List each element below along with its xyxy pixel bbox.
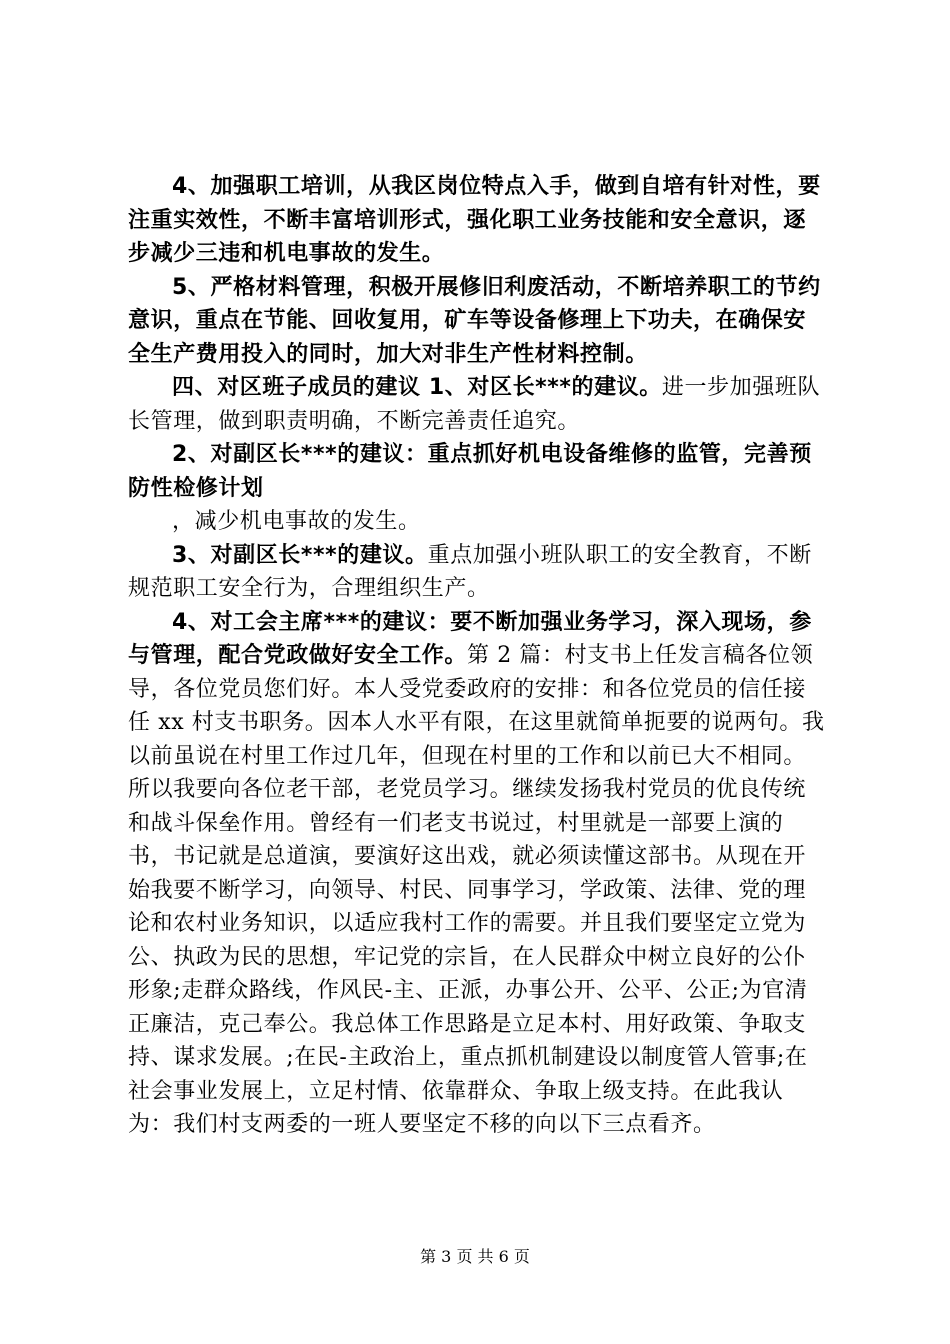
union-heading: 4、对工会主席***的建议：要不断加强业务学习，深入现场，参与管理，配合党政做好安全工作。	[128, 609, 812, 668]
deputy-2-heading: 3、对副区长***的建议。	[172, 542, 428, 568]
paragraph-deputy-1: 2、对副区长***的建议：重点抓好机电设备维修的监管，完善预防性检修计划	[128, 442, 812, 501]
suggestion-text: 进一步加强班队长管理，做到职责明确，不断完善责任追究。	[128, 375, 821, 434]
paragraph-union-and-speech	[128, 606, 828, 1142]
paragraph-training: 4、加强职工培训，从我区岗位特点入手，做到自培有针对性，要注重实效性，不断丰富培训形式，强化职工业务技能和安全意识，逐步减少三违和机电事故的发生。	[128, 174, 821, 266]
speech-text: 第 2 篇：村支书上任发言稿各位领导，各位党员您们好。本人受党委政府的安排：和各位党员的信任接任 xx 村支书职务。因本人水平有限，在这里就简单扼要的说两句。我以前虽说在村里工作过几年，但现在村里的工作和以前已大不相同。所以我要向各位老干部，老党员学习。继续发扬我村党员的优良传统和战斗保垒作用。曾经有一们老支书说过，村里就是一部要上演的书，书记就是总道演，要演好这出戏，就必须读懂这部书。从现在开始我要不断学习，向领导、村民、同事学习，学政策、法律、党的理论和农村业务知识，以适应我村工作的需要。并且我们要坚定立党为公、执政为民的思想，牢记党的宗旨，在人民群众中树立良好的公仆形象;走群众路线，作风民-主、正派，办事公开、公平、公正;为官清正廉洁，克己奉公。我总体工作思路是立足本村、用好政策、争取支持、谋求发展。;在民-主政治上，重点抓机制建设以制度管人管事;在社会事业发展上，立足村情、依靠群众、争取上级支持。在此我认为：我们村支两委的一班人要坚定不移的向以下三点看齐。	[128, 643, 825, 1137]
suggestion-heading: 四、对区班子成员的建议 1、对区长***的建议。	[172, 375, 662, 400]
document-body	[128, 170, 828, 1142]
paragraph-deputy-2	[128, 539, 828, 606]
page-footer: 第 3 页 共 6 页	[420, 1247, 530, 1266]
paragraph-materials: 5、严格材料管理，积极开展修旧利废活动，不断培养职工的节约意识，重点在节能、回收复用，矿车等设备修理上下功夫，在确保安全生产费用投入的同时，加大对非生产性材料控制。	[128, 274, 821, 367]
paragraph-suggestions-intro	[128, 371, 828, 438]
paragraph-deputy-1-cont: ，减少机电事故的发生。	[172, 509, 421, 534]
deputy-2-text: 重点加强小班队职工的安全教育，不断规范职工安全行为，合理组织生产。	[128, 542, 812, 601]
